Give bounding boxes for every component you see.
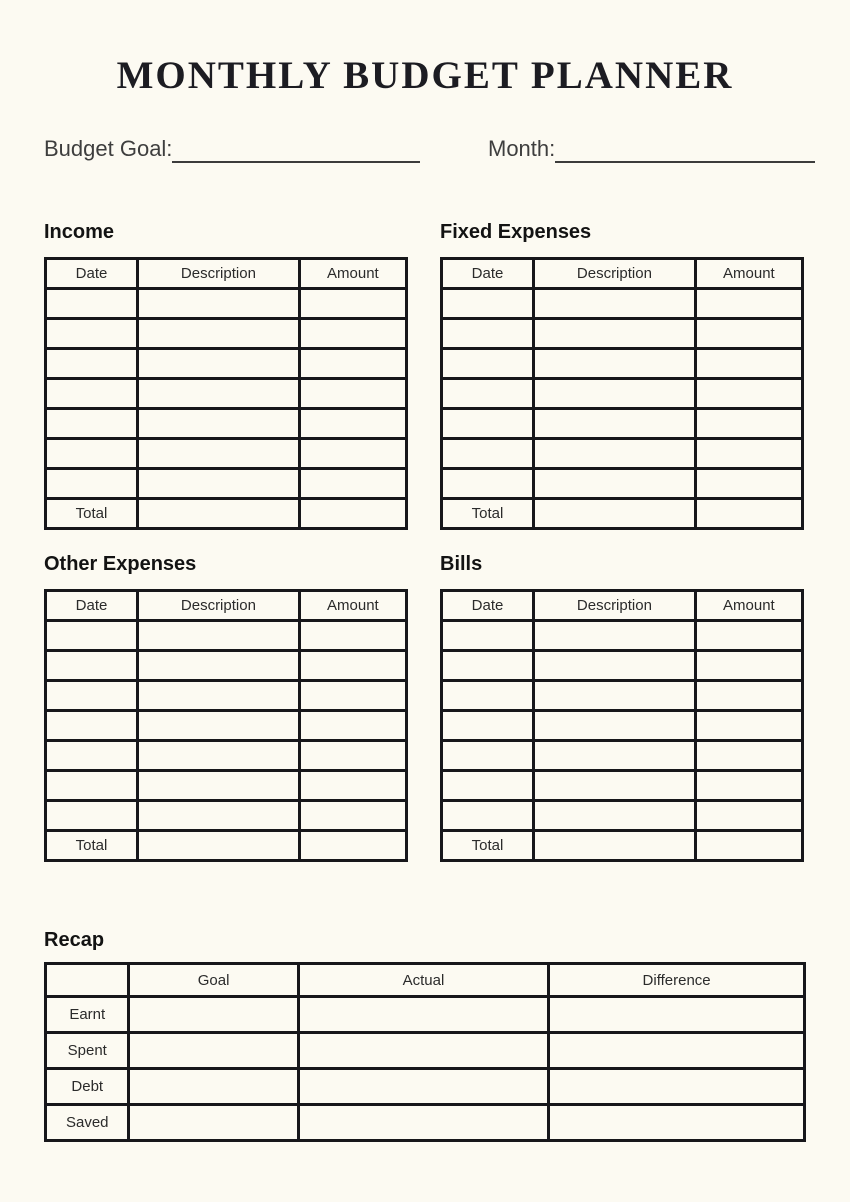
bills-row7-date-cell[interactable]	[442, 801, 534, 831]
recap-debt-actual-cell[interactable]	[298, 1069, 548, 1105]
other-expenses-entry-row	[46, 711, 407, 741]
income-row1-date-cell[interactable]	[46, 289, 138, 319]
budget-goal-field	[44, 134, 420, 164]
other-expenses-row4-description-cell[interactable]	[138, 711, 300, 741]
income-entry-row	[46, 469, 407, 499]
fixed-expenses-row2-description-cell[interactable]	[534, 319, 696, 349]
recap-section	[44, 928, 806, 1142]
income-row2-amount-cell[interactable]	[299, 319, 406, 349]
section-fixed-expenses	[440, 220, 804, 530]
bills-entry-row	[442, 711, 803, 741]
fixed-expenses-row6-amount-cell[interactable]	[695, 439, 802, 469]
recap-earnt-label: Earnt	[46, 997, 129, 1033]
recap-column-header-goal: Goal	[129, 964, 298, 997]
bills-column-header-description: Description	[534, 591, 696, 621]
income-row2-date-cell[interactable]	[46, 319, 138, 349]
income-total-description-cell[interactable]	[138, 499, 300, 529]
section-title-recap: Recap	[44, 929, 105, 951]
recap-spent-goal-cell[interactable]	[129, 1033, 298, 1069]
fixed-expenses-row3-description-cell[interactable]	[534, 349, 696, 379]
recap-saved-actual-cell[interactable]	[298, 1105, 548, 1141]
income-entry-row	[46, 349, 407, 379]
bills-row2-amount-cell[interactable]	[695, 651, 802, 681]
month-field	[488, 134, 815, 164]
bills-header-row	[442, 591, 803, 621]
budget-goal-input-line[interactable]	[172, 161, 420, 163]
fixed-expenses-row6-description-cell[interactable]	[534, 439, 696, 469]
section-bills	[440, 552, 804, 862]
other-expenses-total-amount-cell[interactable]	[299, 831, 406, 861]
other-expenses-row1-date-cell[interactable]	[46, 621, 138, 651]
other-expenses-column-header-description: Description	[138, 591, 300, 621]
fixed-expenses-total-row	[442, 499, 803, 529]
income-entry-row	[46, 289, 407, 319]
bills-entry-row	[442, 621, 803, 651]
fixed-expenses-row1-description-cell[interactable]	[534, 289, 696, 319]
recap-corner-cell	[46, 964, 129, 997]
recap-debt-label: Debt	[46, 1069, 129, 1105]
recap-spent-difference-cell[interactable]	[549, 1033, 805, 1069]
section-other-expenses	[44, 552, 408, 862]
recap-earnt-actual-cell[interactable]	[298, 997, 548, 1033]
other-expenses-total-row	[46, 831, 407, 861]
fixed-expenses-entry-row	[442, 319, 803, 349]
income-total-label: Total	[46, 499, 138, 529]
fixed-expenses-row2-amount-cell[interactable]	[695, 319, 802, 349]
income-row4-description-cell[interactable]	[138, 379, 300, 409]
income-entry-row	[46, 439, 407, 469]
other-expenses-row6-description-cell[interactable]	[138, 771, 300, 801]
other-expenses-row2-description-cell[interactable]	[138, 651, 300, 681]
other-expenses-row3-date-cell[interactable]	[46, 681, 138, 711]
section-income	[44, 220, 408, 530]
fixed-expenses-row1-date-cell[interactable]	[442, 289, 534, 319]
other-expenses-header-row	[46, 591, 407, 621]
income-row7-amount-cell[interactable]	[299, 469, 406, 499]
recap-earnt-goal-cell[interactable]	[129, 997, 298, 1033]
recap-column-header-actual: Actual	[298, 964, 548, 997]
fixed-expenses-column-header-amount: Amount	[695, 259, 802, 289]
bills-row6-description-cell[interactable]	[534, 771, 696, 801]
bills-column-header-amount: Amount	[695, 591, 802, 621]
fixed-expenses-entry-row	[442, 469, 803, 499]
fixed-expenses-total-amount-cell[interactable]	[695, 499, 802, 529]
fixed-expenses-table	[440, 257, 804, 530]
recap-row-debt	[46, 1069, 805, 1105]
tables-grid	[44, 220, 806, 862]
bills-row1-date-cell[interactable]	[442, 621, 534, 651]
other-expenses-total-label: Total	[46, 831, 138, 861]
bills-entry-row	[442, 801, 803, 831]
other-expenses-entry-row	[46, 681, 407, 711]
income-row4-date-cell[interactable]	[46, 379, 138, 409]
section-title-fixed-expenses: Fixed Expenses	[440, 221, 592, 243]
other-expenses-row1-description-cell[interactable]	[138, 621, 300, 651]
fixed-expenses-row2-date-cell[interactable]	[442, 319, 534, 349]
month-label: Month:	[488, 136, 556, 161]
income-row5-amount-cell[interactable]	[299, 409, 406, 439]
fixed-expenses-row3-date-cell[interactable]	[442, 349, 534, 379]
income-total-row	[46, 499, 407, 529]
bills-row2-description-cell[interactable]	[534, 651, 696, 681]
recap-spent-label: Spent	[46, 1033, 129, 1069]
income-row7-description-cell[interactable]	[138, 469, 300, 499]
bills-row1-amount-cell[interactable]	[695, 621, 802, 651]
fixed-expenses-row7-amount-cell[interactable]	[695, 469, 802, 499]
fixed-expenses-row5-date-cell[interactable]	[442, 409, 534, 439]
bills-entry-row	[442, 741, 803, 771]
fixed-expenses-header-row	[442, 259, 803, 289]
section-title-other-expenses: Other Expenses	[44, 553, 197, 575]
bills-row5-date-cell[interactable]	[442, 741, 534, 771]
income-column-header-date: Date	[46, 259, 138, 289]
fixed-expenses-entry-row	[442, 289, 803, 319]
fixed-expenses-row6-date-cell[interactable]	[442, 439, 534, 469]
bills-row7-description-cell[interactable]	[534, 801, 696, 831]
other-expenses-entry-row	[46, 801, 407, 831]
budget-goal-label: Budget Goal:	[44, 136, 173, 161]
income-row6-amount-cell[interactable]	[299, 439, 406, 469]
recap-saved-difference-cell[interactable]	[549, 1105, 805, 1141]
bills-total-description-cell[interactable]	[534, 831, 696, 861]
page-title: MONTHLY BUDGET PLANNER	[116, 54, 734, 97]
other-expenses-row6-date-cell[interactable]	[46, 771, 138, 801]
income-row6-date-cell[interactable]	[46, 439, 138, 469]
bills-total-amount-cell[interactable]	[695, 831, 802, 861]
bills-table	[440, 589, 804, 862]
recap-earnt-difference-cell[interactable]	[549, 997, 805, 1033]
recap-row-saved	[46, 1105, 805, 1141]
bills-row7-amount-cell[interactable]	[695, 801, 802, 831]
income-total-amount-cell[interactable]	[299, 499, 406, 529]
other-expenses-row7-amount-cell[interactable]	[299, 801, 406, 831]
income-entry-row	[46, 319, 407, 349]
income-row3-description-cell[interactable]	[138, 349, 300, 379]
section-title-bills: Bills	[440, 553, 483, 575]
bills-row5-description-cell[interactable]	[534, 741, 696, 771]
income-column-header-description: Description	[138, 259, 300, 289]
income-row3-amount-cell[interactable]	[299, 349, 406, 379]
income-table	[44, 257, 408, 530]
other-expenses-row3-amount-cell[interactable]	[299, 681, 406, 711]
bills-entry-row	[442, 681, 803, 711]
bills-row4-description-cell[interactable]	[534, 711, 696, 741]
other-expenses-row7-date-cell[interactable]	[46, 801, 138, 831]
other-expenses-row6-amount-cell[interactable]	[299, 771, 406, 801]
fixed-expenses-entry-row	[442, 439, 803, 469]
month-input-line[interactable]	[555, 161, 815, 163]
bills-row6-date-cell[interactable]	[442, 771, 534, 801]
other-expenses-column-header-date: Date	[46, 591, 138, 621]
other-expenses-table	[44, 589, 408, 862]
other-expenses-row4-amount-cell[interactable]	[299, 711, 406, 741]
other-expenses-row5-amount-cell[interactable]	[299, 741, 406, 771]
fixed-expenses-row3-amount-cell[interactable]	[695, 349, 802, 379]
bills-total-row	[442, 831, 803, 861]
recap-saved-goal-cell[interactable]	[129, 1105, 298, 1141]
other-expenses-entry-row	[46, 651, 407, 681]
bills-row4-date-cell[interactable]	[442, 711, 534, 741]
income-row2-description-cell[interactable]	[138, 319, 300, 349]
other-expenses-total-description-cell[interactable]	[138, 831, 300, 861]
income-entry-row	[46, 379, 407, 409]
other-expenses-row4-date-cell[interactable]	[46, 711, 138, 741]
other-expenses-entry-row	[46, 771, 407, 801]
other-expenses-row3-description-cell[interactable]	[138, 681, 300, 711]
recap-spent-actual-cell[interactable]	[298, 1033, 548, 1069]
bills-row5-amount-cell[interactable]	[695, 741, 802, 771]
fixed-expenses-row7-description-cell[interactable]	[534, 469, 696, 499]
fixed-expenses-row5-description-cell[interactable]	[534, 409, 696, 439]
other-expenses-entry-row	[46, 741, 407, 771]
fixed-expenses-total-description-cell[interactable]	[534, 499, 696, 529]
income-row5-date-cell[interactable]	[46, 409, 138, 439]
fixed-expenses-entry-row	[442, 409, 803, 439]
income-row5-description-cell[interactable]	[138, 409, 300, 439]
recap-column-header-difference: Difference	[549, 964, 805, 997]
other-expenses-row5-date-cell[interactable]	[46, 741, 138, 771]
other-expenses-row1-amount-cell[interactable]	[299, 621, 406, 651]
bills-column-header-date: Date	[442, 591, 534, 621]
other-expenses-row7-description-cell[interactable]	[138, 801, 300, 831]
bills-row2-date-cell[interactable]	[442, 651, 534, 681]
fixed-expenses-row1-amount-cell[interactable]	[695, 289, 802, 319]
bills-row3-description-cell[interactable]	[534, 681, 696, 711]
other-expenses-column-header-amount: Amount	[299, 591, 406, 621]
income-entry-row	[46, 409, 407, 439]
fixed-expenses-row4-amount-cell[interactable]	[695, 379, 802, 409]
fixed-expenses-row5-amount-cell[interactable]	[695, 409, 802, 439]
income-row7-date-cell[interactable]	[46, 469, 138, 499]
header-fields	[0, 134, 850, 176]
recap-row-spent	[46, 1033, 805, 1069]
fixed-expenses-entry-row	[442, 349, 803, 379]
bills-row6-amount-cell[interactable]	[695, 771, 802, 801]
fixed-expenses-row4-date-cell[interactable]	[442, 379, 534, 409]
recap-debt-difference-cell[interactable]	[549, 1069, 805, 1105]
bills-entry-row	[442, 651, 803, 681]
bills-entry-row	[442, 771, 803, 801]
section-title-income: Income	[44, 221, 115, 243]
other-expenses-entry-row	[46, 621, 407, 651]
other-expenses-row5-description-cell[interactable]	[138, 741, 300, 771]
fixed-expenses-column-header-description: Description	[534, 259, 696, 289]
other-expenses-row2-amount-cell[interactable]	[299, 651, 406, 681]
other-expenses-row2-date-cell[interactable]	[46, 651, 138, 681]
fixed-expenses-total-label: Total	[442, 499, 534, 529]
income-row4-amount-cell[interactable]	[299, 379, 406, 409]
bills-row1-description-cell[interactable]	[534, 621, 696, 651]
fixed-expenses-row4-description-cell[interactable]	[534, 379, 696, 409]
recap-saved-label: Saved	[46, 1105, 129, 1141]
recap-header-row	[46, 964, 805, 997]
income-row1-amount-cell[interactable]	[299, 289, 406, 319]
fixed-expenses-column-header-date: Date	[442, 259, 534, 289]
fixed-expenses-entry-row	[442, 379, 803, 409]
income-column-header-amount: Amount	[299, 259, 406, 289]
income-row3-date-cell[interactable]	[46, 349, 138, 379]
recap-row-earnt	[46, 997, 805, 1033]
income-row6-description-cell[interactable]	[138, 439, 300, 469]
recap-table	[44, 962, 806, 1142]
income-header-row	[46, 259, 407, 289]
bills-row3-amount-cell[interactable]	[695, 681, 802, 711]
recap-debt-goal-cell[interactable]	[129, 1069, 298, 1105]
income-row1-description-cell[interactable]	[138, 289, 300, 319]
bills-row4-amount-cell[interactable]	[695, 711, 802, 741]
bills-row3-date-cell[interactable]	[442, 681, 534, 711]
bills-total-label: Total	[442, 831, 534, 861]
fixed-expenses-row7-date-cell[interactable]	[442, 469, 534, 499]
